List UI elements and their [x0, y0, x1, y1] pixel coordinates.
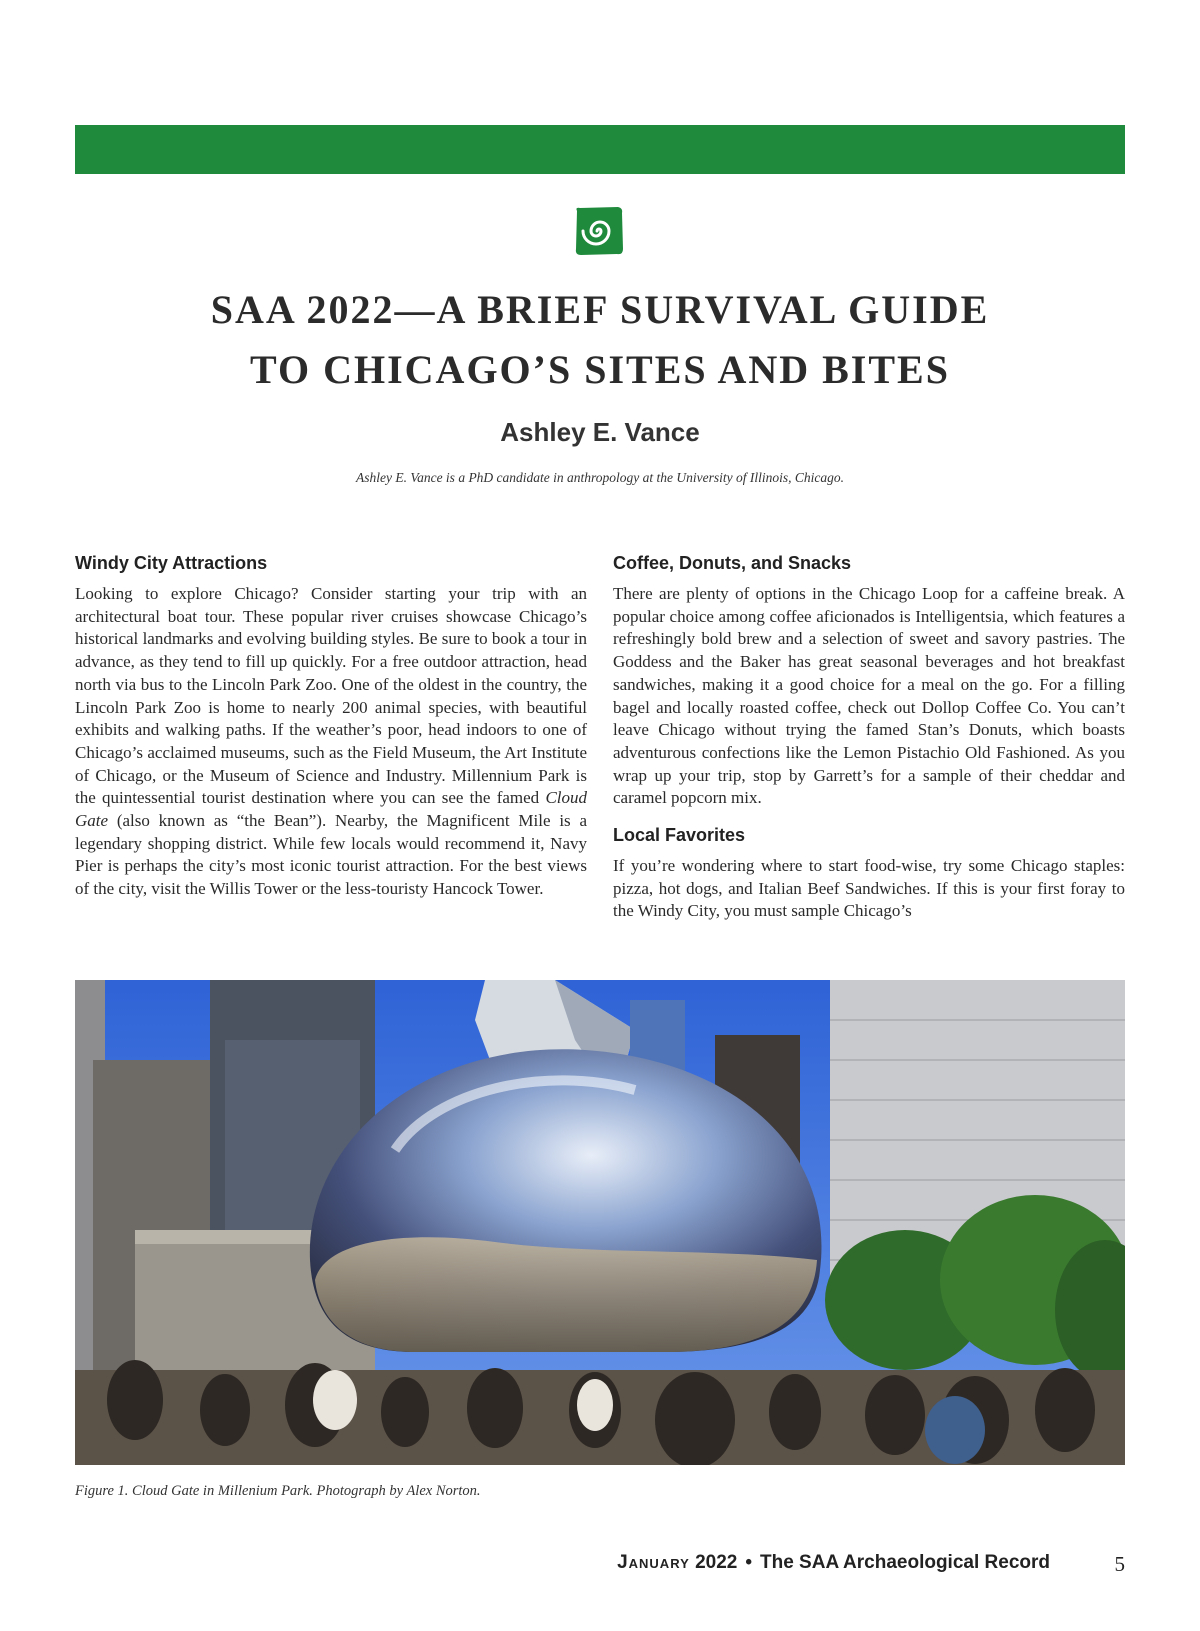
attractions-text-2: (also known as “the Bean”). Nearby, the Magnificent Mile is a legendary shopping district. While few locals would recommend it, Navy Pier is perhaps the city’s most iconic tourist attraction. For the best views of the city, visit the Willis Tower or the less-touristy Hancock Tower. — [75, 811, 587, 899]
footer-journal-name: The SAA Archaeological Record — [760, 1552, 1050, 1573]
article-title — [75, 280, 1125, 400]
cloud-gate-italic: Cloud Gate — [75, 788, 587, 831]
local-favorites-paragraph: If you’re wondering where to start food-wise, try some Chicago staples: pizza, hot dogs, and Italian Beef Sandwiches. If this is your first foray to the Windy City, you must sample Chicago’s — [613, 856, 1125, 921]
header-green-bar — [75, 125, 1125, 174]
footer-journal — [600, 1552, 1050, 1574]
page-number: 5 — [1114, 1552, 1125, 1576]
footer-month: January — [617, 1552, 690, 1573]
author-note: Ashley E. Vance is a PhD candidate in anthropology at the University of Illinois, Chicago. — [355, 470, 845, 485]
author-name: Ashley E. Vance — [500, 417, 700, 447]
section-heading-local-favorites: Local Favorites — [613, 825, 746, 846]
footer-bullet: • — [745, 1552, 752, 1573]
section-heading-coffee: Coffee, Donuts, and Snacks — [613, 553, 852, 573]
section-heading-attractions: Windy City Attractions — [75, 553, 268, 573]
footer-year: 2022 — [695, 1552, 738, 1573]
spiral-icon — [573, 205, 625, 257]
coffee-paragraph: There are plenty of options in the Chicago Loop for a caffeine break. A popular choice among coffee aficionados is Intelligentsia, which features a refreshingly bold brew and a selection of sweet and savory pastries. The Goddess and the Baker has great seasonal beverages and hot breakfast sandwiches, making it a good choice for a meal on the go. For a filling bagel and locally roasted coffee, check out Dollop Coffee Co. You can’t leave Chicago without trying the famed Stan’s Donuts, which boasts adventurous confections like the Lemon Pistachio Old Fashioned. As you wrap up your trip, stop by Garrett’s for a sample of their cheddar and caramel popcorn mix. — [613, 584, 1125, 808]
title-line-2: TO CHICAGO’S SITES AND BITES — [250, 347, 950, 392]
attractions-text-1: Looking to explore Chicago? Consider starting your trip with an architectural boat tour. These popular river cruises showcase Chicago’s historical landmarks and evolving building styles. Be sure to book a tour in advance, as they tend to fill up quickly. For a free outdoor attraction, head north via bus to the Lincoln Park Zoo. One of the oldest in the country, the Lincoln Park Zoo is home to nearly 200 animal species, with beautiful exhibits and walking paths. If the weather’s poor, head indoors to one of Chicago’s acclaimed museums, such as the Field Museum, the Art Institute of Chicago, or the Museum of Science and Industry. Millennium Park is the quintessential tourist destination where you can see the famed — [75, 584, 587, 808]
attractions-paragraph — [75, 583, 587, 901]
figure-caption: Figure 1. Cloud Gate in Millenium Park. Photograph by Alex Norton. — [75, 1483, 481, 1499]
title-line-1: SAA 2022—A BRIEF SURVIVAL GUIDE — [210, 287, 990, 332]
left-column — [75, 552, 587, 915]
cloud-gate-photo — [75, 980, 1125, 1465]
right-column — [613, 552, 1125, 937]
